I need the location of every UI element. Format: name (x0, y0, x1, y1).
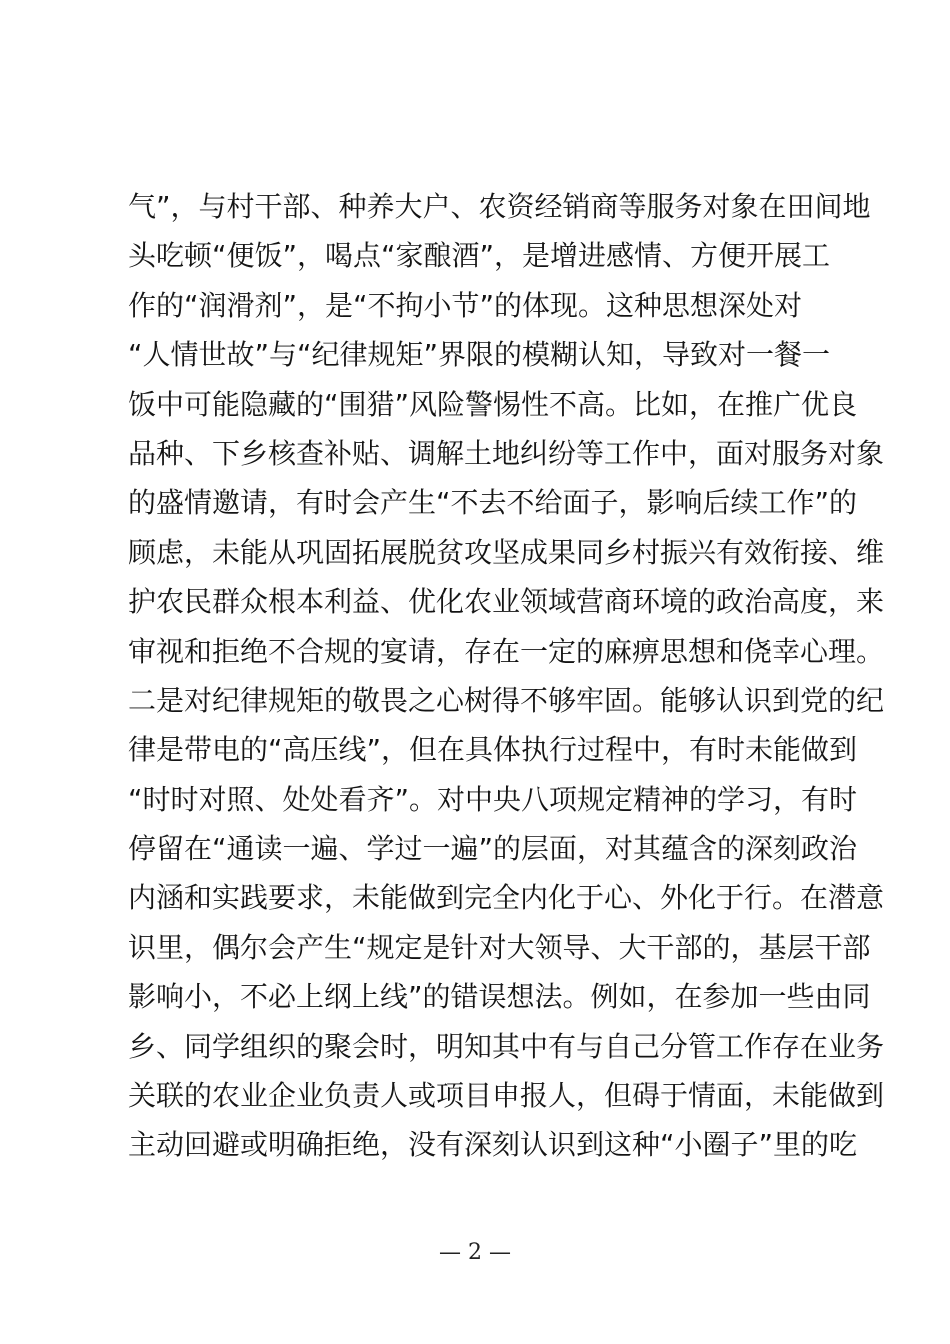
text-line: 关联的农业企业负责人或项目申报人，但碍于情面，未能做到 (128, 1079, 885, 1113)
text-line: 作的“润滑剂”，是“不拘小节”的体现。这种思想深处对 (128, 288, 803, 322)
text-line: 气”，与村干部、种养大户、农资经销商等服务对象在田间地 (128, 190, 871, 223)
text-line: 品种、下乡核查补贴、调解土地纠纷等工作中，面对服务对象 (128, 436, 885, 470)
text-line: 护农民群众根本利益、优化农业领域营商环境的政治高度，来 (128, 585, 885, 619)
text-line: 律是带电的“高压线”，但在具体执行过程中，有时未能做到 (128, 733, 858, 767)
text-line: 审视和拒绝不合规的宴请，存在一定的麻痹思想和侥幸心理。 (128, 634, 885, 668)
page-number: — 2 — (439, 1240, 511, 1265)
text-line: 识里，偶尔会产生“规定是针对大领导、大干部的，基层干部 (128, 930, 871, 964)
text-line: 停留在“通读一遍、学过一遍”的层面，对其蕴含的深刻政治 (128, 832, 858, 866)
text-line: 的盛情邀请，有时会产生“不去不给面子，影响后续工作”的 (128, 486, 858, 520)
text-line: 影响小，不必上纲上线”的错误想法。例如，在参加一些由同 (128, 980, 871, 1014)
text-line: “人情世故”与“纪律规矩”界限的模糊认知，导致对一餐一 (128, 338, 831, 372)
text-line: 饭中可能隐藏的“围猎”风险警惕性不高。比如，在推广优良 (128, 387, 858, 421)
text-line: 内涵和实践要求，未能做到完全内化于心、外化于行。在潜意 (128, 881, 885, 915)
text-line: 主动回避或明确拒绝，没有深刻认识到这种“小圈子”里的吃 (128, 1128, 858, 1162)
text-line: 头吃顿“便饭”，喝点“家酿酒”，是增进感情、方便开展工 (128, 239, 831, 273)
text-line: “时时对照、处处看齐”。对中央八项规定精神的学习，有时 (128, 782, 858, 816)
body-text (128, 182, 885, 1170)
text-line: 二是对纪律规矩的敬畏之心树得不够牢固。能够认识到党的纪 (128, 683, 885, 717)
text-line: 乡、同学组织的聚会时，明知其中有与自己分管工作存在业务 (128, 1029, 885, 1063)
text-line: 顾虑，未能从巩固拓展脱贫攻坚成果同乡村振兴有效衔接、维 (128, 535, 885, 569)
